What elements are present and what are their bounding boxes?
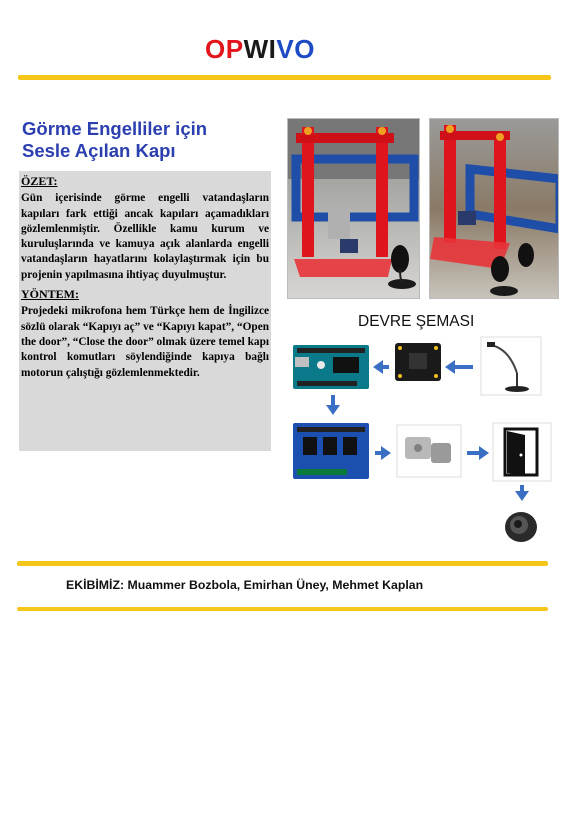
prototype-photo-side	[429, 118, 559, 299]
dc-motor-icon	[397, 425, 461, 477]
motor-shield-icon	[293, 423, 369, 479]
yontem-text: Projedeki mikrofona hem Türkçe hem de İngilizce sözlü olarak “Kapıyı aç” ve “Kapıyı kapat”, “Open the door”, “Close the door” olmak üzere temel kapı kontrol komutları söylendiğinde kapıya bağlı motorun çalıştığı gözlemlenmektedir.	[21, 305, 269, 379]
arrow-door-to-speaker	[515, 485, 529, 501]
arrow-motor-to-door	[467, 446, 489, 460]
arduino-board-icon	[293, 345, 369, 389]
poster-title	[22, 118, 282, 162]
team-rule-bottom	[17, 607, 548, 611]
prototype-photo-front	[287, 118, 420, 299]
speaker-icon	[505, 512, 537, 542]
title-line-2: Sesle Açılan Kapı	[22, 140, 176, 161]
ozet-heading: ÖZET:	[21, 174, 58, 188]
logo-part-vo: VO	[276, 34, 315, 64]
team-credits: EKİBİMİZ: Muammer Bozbola, Emirhan Üney, Mehmet Kaplan	[66, 578, 424, 592]
abstract-box	[19, 171, 271, 451]
arrow-arduino-to-shield	[326, 395, 340, 415]
schema-title: DEVRE ŞEMASI	[358, 313, 475, 330]
voice-module-icon	[395, 343, 441, 381]
title-line-1: Görme Engelliler için	[22, 118, 208, 139]
arrow-shield-to-motor	[375, 446, 391, 460]
ozet-text: Gün içerisinde görme engelli vatandaşların kapıları fark ettiği ancak kapıları açamadıkları gözlemlenmiştir. Özellikle kamu kurum ve kuruluşlarında ve kamuya açık alanlarda engelli vatandaşların hayatlarını kolaylaştırmak için bu projenin yapılmasına ihtiyaç duyulmuştur.	[21, 192, 269, 281]
microphone-icon	[481, 337, 541, 395]
yontem-heading: YÖNTEM:	[21, 287, 79, 302]
logo-part-wi: WI	[243, 34, 277, 64]
circuit-diagram	[285, 333, 555, 553]
logo-part-op: OP	[205, 34, 244, 64]
team-rule-top	[17, 561, 548, 566]
arrow-module-to-arduino	[373, 360, 389, 374]
door-icon	[493, 423, 551, 481]
logo	[0, 34, 520, 65]
top-rule	[18, 75, 551, 80]
arrow-mic-to-module	[445, 360, 473, 374]
